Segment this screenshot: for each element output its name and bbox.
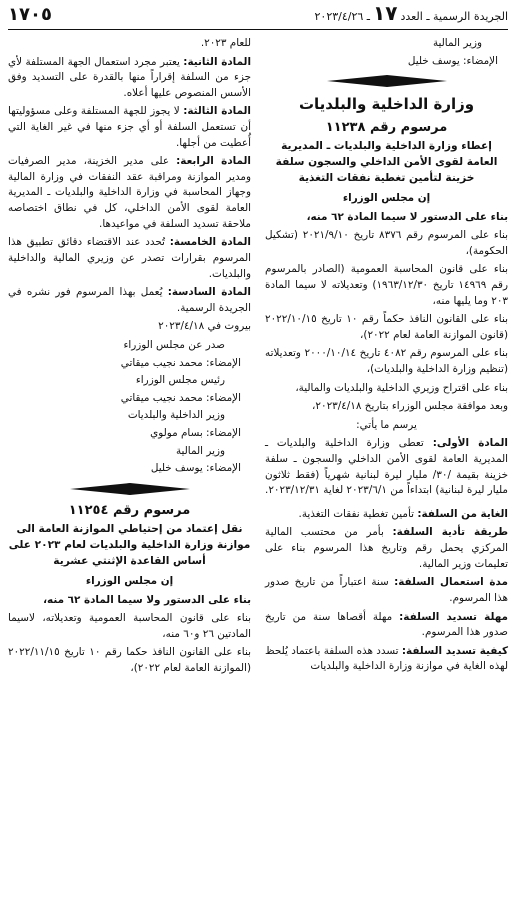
article-text: تعطى وزارة الداخلية والبلديات ـ المديرية العامة لقوى الأمن الداخلي والسجون ـ سلفة خزينة بقيمة /٣٠/ مليار ليرة لبنانية شهرياً (فقط ثلاثون مليار ليرة لبنانية) ابتداءاً من ٢٠٢٣/٦/١ لغاية ٢٠٢٣/١٢/٣١. — [265, 437, 508, 497]
paragraph: بناء على القانون النافذ حكما رقم ١٠ تاريخ ٢٠٢٢/١١/١٥ (الموازنة العامة لعام ٢٠٢٢)، — [8, 646, 251, 675]
issue-number: ١٧ — [373, 1, 398, 25]
item-text: تسدد هذه السلفة باعتماد يُلحظ لهذه الغاية في موازنة وزارة الداخلية والبلديات — [265, 644, 508, 673]
gazette-name: الجريدة الرسمية ـ العدد — [400, 10, 508, 23]
article-text: على مدير الخزينة، مدير الصرفيات ومدير الموازنة ومراقبة عقد النفقات في وزارة المالية وجهاز المحاسبة في وزارة الداخلية والبلديات ـ المديرية العامة لقوى الأمن الداخلي، كل في نطاق اختصاصه ملاحقة تسديد السلفة في مواعيدها. — [8, 155, 251, 230]
item-label: مدة استعمال السلفة: — [394, 576, 508, 589]
item-text: بأمر من محتسب المالية المركزي يحمل رقم وتاريخ هذا المرسوم بناء على تعليمات وزير المالية. — [265, 526, 508, 570]
article-text: تُحدد عند الاقتضاء دقائق تطبيق هذا المرسوم بقرارات تصدر عن وزيري المالية والداخلية والبلديات. — [8, 236, 251, 280]
signature: الإمضاء: يوسف خليل — [150, 462, 241, 475]
paragraph: وبعد موافقة مجلس الوزراء بتاريخ ٢٠٢٣/٤/١٨، — [312, 400, 508, 413]
paragraph: يرسم ما يأتي: — [356, 418, 417, 431]
paragraph: بناء على المرسوم رقم ٤٠٨٢ تاريخ ٢٠٠٠/١٠/١٤ وتعديلاته (تنظيم وزارة الداخلية والبلديات)، — [265, 347, 509, 375]
item-label: طريقة تأدية السلفة: — [392, 526, 508, 539]
pm-title: رئيس مجلس الوزراء — [135, 374, 225, 387]
council-heading: إن مجلس الوزراء — [85, 575, 174, 588]
article-text: لا يجوز للجهة المستلفة وعلى مسؤوليتها أن تستعمل السلفة أو أي جزء منها في غير الغاية التي أُعطيت من أجلها. — [8, 105, 251, 149]
paragraph: بناء على اقتراح وزيري الداخلية والبلديات والمالية، — [295, 381, 508, 394]
council-heading: إن مجلس الوزراء — [342, 191, 431, 204]
article-label: المادة السادسة: — [167, 286, 251, 299]
article-text: يعتبر مجرد استعمال الجهة المستلفة لأي جزء من السلفة إقراراً منها بالقدرة على التسديد وفق الأسس المنصوص عليها أعلاه. — [8, 55, 251, 99]
finance-title: وزير المالية — [175, 444, 225, 457]
paragraph: للعام ٢٠٢٣. — [200, 37, 251, 49]
article-label: المادة الرابعة: — [176, 155, 251, 168]
item-text: تأمين تغطية نفقات التغذية. — [298, 507, 415, 520]
left-column — [8, 36, 251, 680]
paragraph: بناء على قانون المحاسبة العمومية وتعديلاته، لاسيما المادتين ٢٦ و٦٠ منه، — [8, 612, 251, 640]
item-label: مهلة تسديد السلفة: — [399, 610, 508, 623]
signature: الإمضاء: محمد نجيب ميقاتي — [120, 391, 241, 404]
article-text: يُعمل بهذا المرسوم فور نشره في الجريدة الرسمية. — [8, 286, 251, 314]
article-4 — [8, 154, 251, 232]
page-number: ١٧٠٥ — [8, 4, 52, 25]
article-label: المادة الثالثة: — [183, 105, 251, 118]
article-label: المادة الخامسة: — [169, 236, 251, 249]
item-label: كيفية تسديد السلفة: — [401, 644, 509, 657]
duration — [265, 575, 508, 606]
issue-date: ـ ٢٠٢٣/٤/٢٦ — [314, 10, 371, 23]
issued-by: صدر عن مجلس الوزراء — [123, 338, 225, 351]
paragraph: بناء على القانون النافذ حكماً رقم ١٠ تاريخ ٢٠٢٢/١٠/١٥ (قانون الموازنة العامة لعام ٢٠٢٢)، — [265, 313, 508, 341]
article-label: المادة الأولى: — [432, 437, 508, 450]
goal — [265, 507, 508, 523]
paragraph: بناء على الدستور لا سيما المادة ٦٢ منه، — [306, 210, 508, 223]
page-header — [8, 1, 508, 30]
two-columns — [8, 36, 508, 680]
article-5 — [8, 235, 251, 282]
decree-subject: نقل إعتماد من إحتياطي الموازنة العامة الى موازنة وزارة الداخلية والبلديات لعام ٢٠٢٣ على أساس القاعدة الإثنتي عشرية — [8, 523, 251, 568]
item-text: مهلة أقصاها سنة من تاريخ صدور هذا المرسوم. — [265, 610, 508, 639]
interior-title: وزير الداخلية والبلديات — [127, 409, 225, 422]
article-label: المادة الثانية: — [183, 55, 252, 68]
ministry-title: وزارة الداخلية والبلديات — [298, 95, 475, 114]
sig-minister-name: الإمضاء: يوسف خليل — [407, 54, 498, 67]
paragraph: بناء على الدستور ولا سيما المادة ٦٢ منه، — [43, 593, 251, 606]
sig-minister-title: وزير المالية — [432, 37, 482, 49]
decree-title: مرسوم رقم ١١٢٥٤ — [68, 502, 191, 518]
article-3 — [8, 104, 251, 151]
article-1 — [265, 436, 508, 498]
article-6 — [8, 285, 251, 316]
divider-ornament — [327, 75, 447, 87]
decree-title: مرسوم رقم ١١٢٣٨ — [325, 119, 448, 135]
repayment — [265, 644, 508, 675]
method — [265, 525, 508, 572]
item-text: سنة اعتباراً من تاريخ صدور هذا المرسوم. — [265, 576, 508, 604]
article-2 — [8, 55, 251, 102]
gazette-issue-line — [315, 0, 508, 28]
item-label: الغاية من السلفة: — [417, 507, 508, 520]
paragraph: بناء على قانون المحاسبة العمومية (الصادر بالمرسوم رقم ١٤٩٦٩ تاريخ ١٩٦٣/١٢/٣٠) وتعديلاته لا سيما المادة ٢٠٣ وما يليها منه، — [265, 263, 509, 307]
signature: الإمضاء: محمد نجيب ميقاتي — [120, 356, 241, 369]
signature: الإمضاء: بسام مولوي — [150, 427, 241, 440]
decree-subject: إعطاء وزارة الداخلية والبلديات ـ المديرية العامة لقوى الأمن الداخلي والسجون سلفة خزينة لتأمين تغطية نفقات التغذية — [275, 140, 498, 184]
right-column — [265, 36, 508, 680]
place-date: بيروت في ٢٠٢٣/٤/١٨ — [158, 320, 251, 333]
deadline — [265, 610, 508, 641]
divider-ornament — [70, 483, 190, 495]
paragraph: بناء على المرسوم رقم ٨٣٧٦ تاريخ ٢٠٢١/٩/١٠ (تشكيل الحكومة)، — [265, 229, 509, 257]
